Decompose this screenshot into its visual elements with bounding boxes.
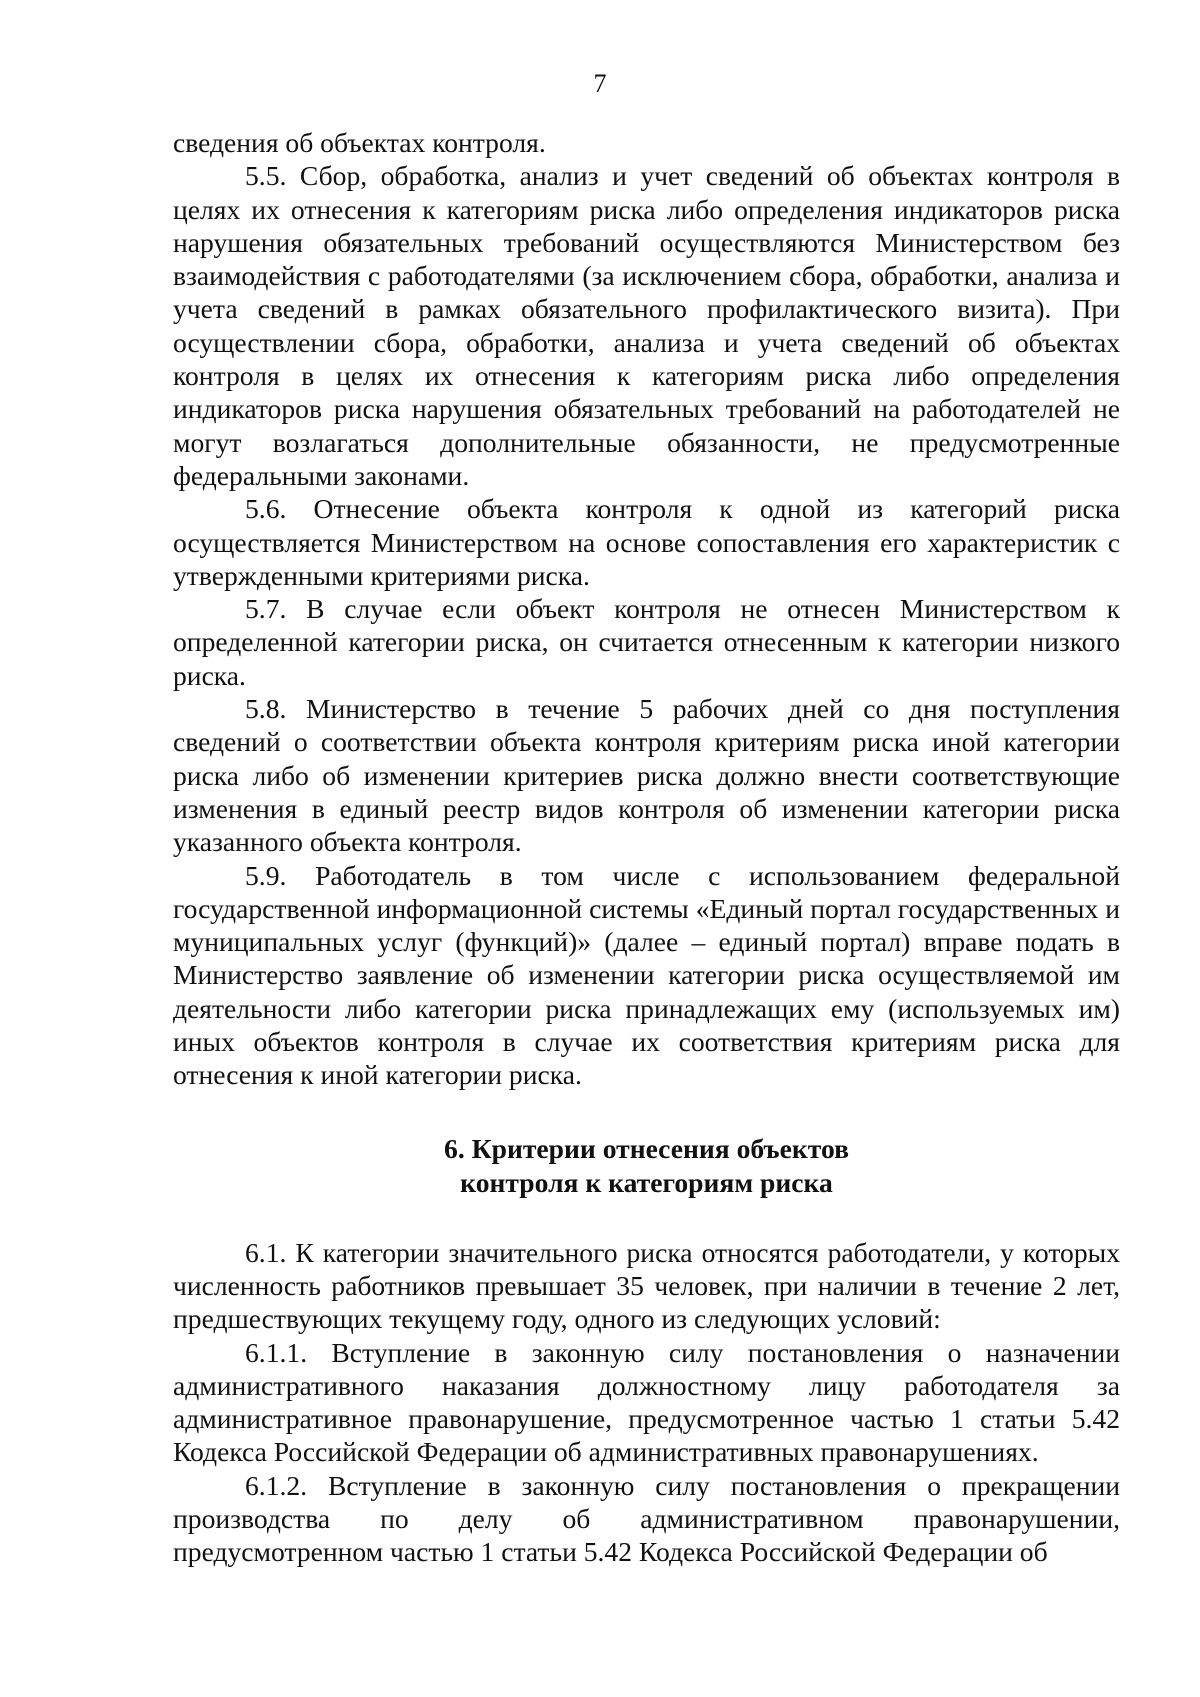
paragraph-5-5: 5.5. Сбор, обработка, анализ и учет сведений об объектах контроля в целях их отнесения к категориям риска либо определения индикаторов риска нарушения обязательных требований осуществляются Министерством без взаимодействия с работодателями (за исключением сбора, обработки, анализа и учета сведений в рамках обязательного профилактического визита). При осуществлении сбора, обработки, анализа и учета сведений об объектах контроля в целях их отнесения к категориям риска либо определения индикаторов риска нарушения обязательных требований на работодателей не могут возлагаться дополнительные обязанности, не предусмотренные федеральными законами. — [173, 160, 1120, 491]
section-heading-line-2: контроля к категориям риска — [460, 1166, 833, 1198]
document-body — [173, 126, 1120, 1569]
paragraph-6-1-2: 6.1.2. Вступление в законную силу постановления о прекращении производства по делу об административном правонарушении, предусмотренном частью 1 статьи 5.42 Кодекса Российской Федерации об — [173, 1469, 1120, 1568]
section-heading-line-1: 6. Критерии отнесения объектов — [444, 1132, 849, 1164]
paragraph-continuation: сведения об объектах контроля. — [173, 127, 546, 158]
paragraph-5-8: 5.8. Министерство в течение 5 рабочих дней со дня поступления сведений о соответствии объекта контроля критериям риска иной категории риска либо об изменении критериев риска должно внести соответствующие изменения в единый реестр видов контроля об изменении категории риска указанного объекта контроля. — [173, 693, 1120, 858]
paragraph-5-9: 5.9. Работодатель в том числе с использованием федеральной государственной информационной системы «Единый портал государственных и муниципальных услуг (функций)» (далее – единый портал) вправе подать в Министерство заявление об изменении категории риска осуществляемой им деятельности либо категории риска принадлежащих ему (используемых им) иных объектов контроля в случае их соответствия критериям риска для отнесения к иной категории риска. — [173, 859, 1120, 1091]
paragraph-5-6: 5.6. Отнесение объекта контроля к одной из категорий риска осуществляется Министерством на основе сопоставления его характеристик с утвержденными критериями риска. — [173, 493, 1120, 591]
page-number: 7 — [593, 69, 607, 98]
paragraph-6-1-1: 6.1.1. Вступление в законную силу постановления о назначении административного наказания должностному лицу работодателя за административное правонарушение, предусмотренное частью 1 статьи 5.42 Кодекса Российской Федерации об административных правонарушениях. — [173, 1336, 1120, 1468]
paragraph-6-1: 6.1. К категории значительного риска относятся работодатели, у которых численность работников превышает 35 человек, при наличии в течение 2 лет, предшествующих текущему году, одного из следующих условий: — [173, 1236, 1120, 1335]
section-heading — [173, 1132, 1120, 1200]
paragraph-5-7: 5.7. В случае если объект контроля не отнесен Министерством к определенной категории риска, он считается отнесенным к категории низкого риска. — [173, 593, 1120, 691]
